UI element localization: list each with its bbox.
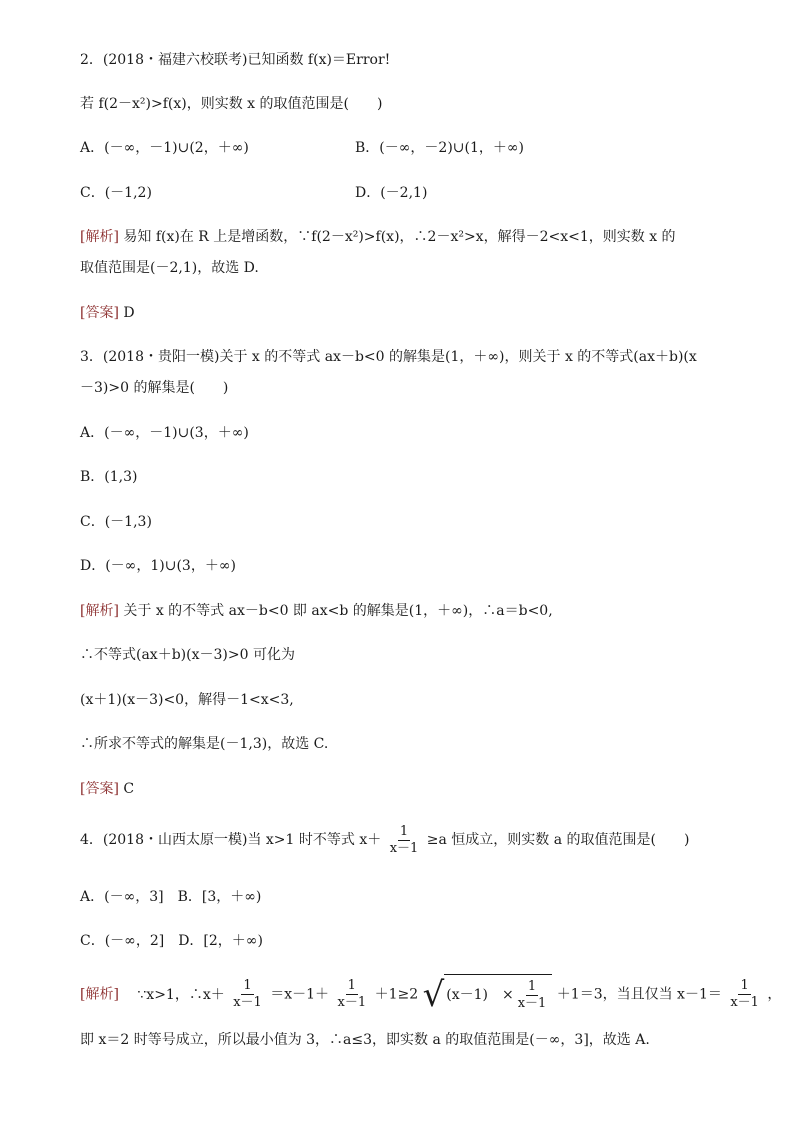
q4-analysis-end: ， — [767, 986, 782, 1003]
fraction-numerator: 1 — [527, 978, 537, 994]
q4-analysis-pre: ∵x>1，∴x＋ — [137, 986, 225, 1003]
radical-body — [444, 974, 552, 1015]
q2-answer-value: D — [123, 305, 135, 321]
radical-left: (x－1) × — [446, 987, 514, 1003]
fraction-denominator: x－1 — [730, 995, 759, 1010]
q3-analysis-3: (x＋1)(x－3)<0，解得－1<x<3, — [80, 692, 294, 708]
q4-analysis-1 — [80, 974, 781, 1015]
fraction — [336, 978, 369, 1011]
fraction — [388, 824, 421, 857]
fraction — [231, 978, 264, 1011]
q4-analysis-mid1: ＝x－1＋ — [270, 986, 330, 1003]
q4-analysis-post: ＋1＝3，当且仅当 x－1＝ — [556, 986, 722, 1003]
q3-answer-value: C — [123, 781, 135, 797]
q2-stem-text: 2．(2018・福建六校联考)已知函数 — [80, 52, 304, 68]
answer-tag: [答案] — [80, 305, 119, 321]
q4-options-cd: C．(－∞，2] D．[2，＋∞) — [80, 933, 263, 949]
q3-analysis-1 — [80, 601, 553, 621]
q2-answer — [80, 303, 135, 323]
q2-option-b: B．(－∞，－2)∪(1，＋∞) — [355, 140, 525, 156]
q3-option-a: A．(－∞，－1)∪(3，＋∞) — [80, 425, 249, 441]
fraction-numerator: 1 — [243, 978, 252, 993]
q4-stem — [80, 822, 689, 858]
q2-stem-fx: f(x)＝Error! — [307, 52, 391, 68]
q2-option-c: C．(－1,2) — [80, 185, 152, 201]
q4-stem-pre: 4．(2018・山西太原一模)当 x>1 时不等式 x＋ — [80, 832, 382, 848]
analysis-tag: [解析] — [80, 603, 119, 619]
q4-stem-post: ≥a 恒成立，则实数 a 的取值范围是( ) — [426, 832, 690, 848]
fraction-denominator: x－1 — [389, 840, 419, 856]
q2-option-d: D．(－2,1) — [355, 185, 428, 201]
q3-option-d: D．(－∞，1)∪(3，＋∞) — [80, 558, 236, 574]
answer-tag: [答案] — [80, 781, 119, 797]
fraction-denominator: x－1 — [233, 995, 262, 1010]
q3-option-c: C．(－1,3) — [80, 514, 152, 530]
q2-condition: 若 f(2－x²)>f(x)，则实数 x 的取值范围是( ) — [80, 96, 383, 112]
fraction-numerator: 1 — [347, 978, 356, 993]
q3-option-b: B．(1,3) — [80, 469, 138, 485]
q2-analysis-1-text: 易知 f(x)在 R 上是增函数，∵f(2－x²)>f(x)，∴2－x²>x，解得－2<x<1，则实数 x 的 — [123, 229, 676, 245]
analysis-tag: [解析] — [80, 229, 119, 245]
fraction-numerator: 1 — [399, 823, 409, 839]
fraction-denominator: x－1 — [337, 995, 367, 1010]
fraction — [728, 978, 761, 1011]
q4-analysis-mid2: ＋1≥2 — [374, 986, 419, 1003]
q3-analysis-2: ∴不等式(ax＋b)(x－3)>0 可化为 — [80, 647, 295, 663]
q4-analysis-2: 即 x＝2 时等号成立，所以最小值为 3，∴a≤3，即实数 a 的取值范围是(－∞，3]，故选 A. — [80, 1032, 650, 1048]
q2-analysis-2: 取值范围是(－2,1)，故选 D. — [80, 260, 259, 276]
q3-answer — [80, 779, 134, 799]
q2-analysis-1 — [80, 227, 676, 247]
fraction-denominator: x－1 — [517, 995, 547, 1011]
fraction — [516, 979, 549, 1012]
radical-sign-icon: √ — [422, 974, 445, 1015]
q3-stem-2: －3)>0 的解集是( ) — [80, 380, 229, 396]
q2-option-a: A．(－∞，－1)∪(2，＋∞) — [80, 140, 249, 156]
square-root — [423, 974, 553, 1015]
analysis-tag: [解析] — [80, 986, 119, 1003]
q3-analysis-4: ∴所求不等式的解集是(－1,3)，故选 C. — [80, 736, 329, 752]
q2-stem — [80, 50, 390, 70]
q3-analysis-1-text: 关于 x 的不等式 ax－b<0 即 ax<b 的解集是(1，＋∞)，∴a＝b<0, — [123, 603, 553, 619]
q4-options-ab: A．(－∞，3] B．[3，＋∞) — [80, 889, 262, 905]
q3-stem-1: 3．(2018・贵阳一模)关于 x 的不等式 ax－b<0 的解集是(1，＋∞)，则关于 x 的不等式(ax＋b)(x — [80, 349, 697, 365]
fraction-numerator: 1 — [740, 978, 749, 993]
